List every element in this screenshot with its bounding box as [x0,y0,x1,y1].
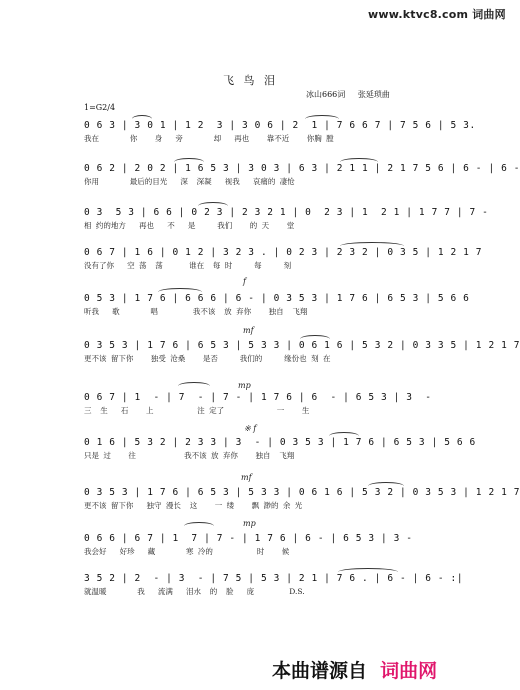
slur-mark [340,242,404,246]
footer-brand-name: 词曲网 [380,660,438,682]
score-system-5 [84,293,470,318]
song-credits [306,89,400,100]
slur-mark [184,522,214,526]
dynamic-marking: mp [238,381,251,390]
score-system-4 [84,247,483,272]
dynamic-marking: f [243,277,246,286]
lyrics-line: 你用 最后的目光 深 深凝 视我 哀痛的 凄怆 [84,177,295,186]
lyrics-line: 三 生 石 上 注 定了 一 生 [84,406,310,415]
song-title: 飞 鸟 泪 [223,74,278,87]
score-system-8 [84,437,476,462]
notation-line: 0 3 5 3 | 6 6 | 0 2 3 | 2 3 2 1 | 0 2 3 | 1 2 1 | 1 7 7 | 7 - [84,207,489,218]
score-system-11 [84,573,464,598]
lyrics-line: 更不该 留下你 独受 沧桑 是否 我们的 缘份也 刻 在 [84,354,331,363]
lyrics-line: 只是 过 往 我不该 放 弃你 独自 飞翔 [84,451,295,460]
slur-mark [300,335,330,339]
dynamic-marking: mp [243,519,256,528]
notation-line: 0 6 2 | 2 0 2 | 1 6 5 3 | 3 0 3 | 6 3 | 2 1 1 | 2 1 7 5 6 | 6 - | 6 - [84,163,520,174]
lyricist: 冰山666词 [306,90,346,99]
dynamic-marking: mf [243,326,254,335]
notation-line: 0 3 5 3 | 1 7 6 | 6 5 3 | 5 3 3 | 0 6 1 6 | 5 3 2 | 0 3 5 3 | 1 2 1 7 [84,487,520,498]
lyrics-line: 没有了你 空 荡 荡 谁在 每 时 每 刻 [84,261,292,270]
score-system-1 [84,120,476,145]
slur-mark [340,158,378,162]
lyrics-line: 我会好 好珍 藏 寒 冷的 时 候 [84,547,290,556]
footer-brand-source: 本曲谱源自 [272,660,368,682]
notation-line: 3 5 2 | 2 - | 3 - | 7 5 | 5 3 | 2 1 | 7 6 . | 6 - | 6 - :| [84,573,464,584]
slur-mark [158,288,202,292]
key-signature: 1=G2/4 [84,103,116,112]
lyrics-line: 我在 你 身 旁 却 再也 靠不近 你胸 膛 [84,134,334,143]
slur-mark [178,382,210,386]
slur-mark [368,482,404,486]
composer: 张延琐曲 [357,90,390,99]
slur-mark [198,202,228,206]
notation-line: 0 6 3 | 3 0 1 | 1 2 3 | 3 0 6 | 2 1 | 7 6 6 7 | 7 5 6 | 5 3. [84,120,476,131]
footer-brand [272,656,437,683]
dynamic-marking: mf [241,473,252,482]
dynamic-marking: ※ f [244,424,257,433]
lyrics-line: 就温暖 我 流满 泪水 的 脸 庞 D.S. [84,587,305,596]
score-system-6 [84,340,520,365]
notation-line: 0 6 7 | 1 6 | 0 1 2 | 3 2 3 . | 0 2 3 | 2 3 2 | 0 3 5 | 1 2 1 7 [84,247,483,258]
lyrics-line: 相 约的地方 再也 不 是 我们 的 天 堂 [84,221,295,230]
notation-line: 0 3 5 3 | 1 7 6 | 6 5 3 | 5 3 3 | 0 6 1 6 | 5 3 2 | 0 3 3 5 | 1 2 1 7 [84,340,520,351]
notation-line: 0 5 3 | 1 7 6 | 6 6 6 | 6 - | 0 3 5 3 | 1 7 6 | 6 5 3 | 5 6 6 [84,293,470,304]
notation-line: 0 6 7 | 1 - | 7 - | 7 - | 1 7 6 | 6 - | 6 5 3 | 3 - [84,392,432,403]
slur-mark [329,432,359,436]
notation-line: 0 6 6 | 6 7 | 1 7 | 7 - | 1 7 6 | 6 - | 6 5 3 | 3 - [84,533,413,544]
lyrics-line: 听我 歌 唱 我不该 放 弃你 独自 飞翔 [84,307,308,316]
score-system-9 [84,487,520,512]
slur-mark [338,568,398,572]
score-system-2 [84,163,520,188]
lyrics-line: 更不该 留下你 独守 漫长 这 一 缕 飘 渺的 余 光 [84,501,303,510]
notation-line: 0 1 6 | 5 3 2 | 2 3 3 | 3 - | 0 3 5 3 | 1 7 6 | 6 5 3 | 5 6 6 [84,437,476,448]
slur-mark [132,115,152,119]
slur-mark [174,158,204,162]
score-system-7 [84,392,436,417]
score-system-3 [84,207,489,232]
slur-mark [305,115,339,119]
site-url: www.ktvc8.com 词曲网 [368,8,506,21]
score-system-10 [84,533,436,558]
